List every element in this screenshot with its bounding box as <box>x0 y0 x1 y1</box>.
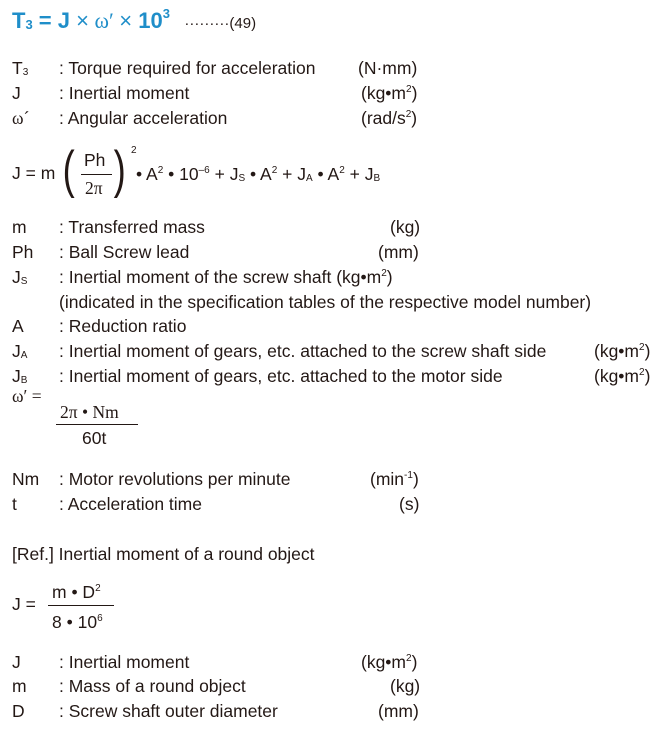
unit-label: (kg) <box>390 676 421 696</box>
symbol-j: J <box>12 83 21 103</box>
symbol-jb: $J_B$ <box>12 366 28 386</box>
reference-heading: [Ref.] Inertial moment of a round object <box>12 544 315 564</box>
unit-label: (s) <box>399 494 420 514</box>
left-paren: ( <box>62 141 75 199</box>
unit-label: $(kg•m^2)$ <box>594 341 651 361</box>
definition-label: : Angular acceleration <box>59 108 228 128</box>
definition-note: (indicated in the specification tables of the respective model number) <box>59 292 592 312</box>
symbol-ja: $J_A$ <box>12 341 28 361</box>
unit-label: (mm) <box>378 701 419 721</box>
equation-number: ·········(49) <box>184 15 257 32</box>
unit-label: (N·mm) <box>358 58 418 78</box>
right-paren: ) <box>113 141 126 199</box>
unit-label: $(\min^{-1})$ <box>370 469 419 489</box>
definition-label: : Transferred mass <box>59 217 205 237</box>
fraction-denominator: 2π <box>85 178 103 198</box>
definition-label: : Inertial moment <box>59 83 190 103</box>
symbol-m: m <box>12 676 27 696</box>
unit-label: $(kg•m^2)$ <box>361 652 418 672</box>
symbol-d: D <box>12 701 25 721</box>
symbol-t3: $T_3$ <box>12 58 29 78</box>
fraction-numerator: m • $D^2$ <box>52 582 101 602</box>
definition-label: : Inertial moment <box>59 652 190 672</box>
unit-label: $(kg•m^2)$ <box>594 366 651 386</box>
fraction-bar <box>81 174 112 175</box>
definition-label: : Acceleration time <box>59 494 202 514</box>
symbol-nm: Nm <box>12 469 40 489</box>
formula-rhs: • $A^2$ • $10^{-6} + J_S$ • $A^2 + J_A$ • $A^2 + J_B$ <box>136 164 381 184</box>
fraction-bar <box>56 424 138 425</box>
fraction-denominator: 60t <box>82 428 107 448</box>
unit-label: (mm) <box>378 242 419 262</box>
definition-label: : Inertial moment of gears, etc. attached to the motor side <box>59 366 503 386</box>
fraction-numerator: 2π • Nm <box>60 402 119 422</box>
definition-label: : Inertial moment of gears, etc. attached to the screw shaft side <box>59 341 547 361</box>
definition-label: : Mass of a round object <box>59 676 246 696</box>
formula-lhs: J = m <box>12 163 56 183</box>
symbol-omega: ω´ <box>12 108 30 128</box>
symbol-a: A <box>12 316 24 336</box>
definition-label: : Inertial moment of the screw shaft $(kg•m^2)$ <box>59 267 393 287</box>
fraction-denominator: 8 • $10^6$ <box>52 612 103 632</box>
unit-label: $(kg•m^2)$ <box>361 83 418 103</box>
fraction-numerator: Ph <box>84 150 106 170</box>
definition-label: : Screw shaft outer diameter <box>59 701 278 721</box>
definition-label: : Motor revolutions per minute <box>59 469 291 489</box>
main-formula: $T_3 = J \times \omega' \times 10^3 \cdot\cdot\cdot\cdot\cdot\cdot\cdot\cdot\cdot(49)$ <box>12 6 257 33</box>
formula-lhs: ω′ = <box>12 386 42 406</box>
symbol-j: J <box>12 652 21 672</box>
symbol-m: m <box>12 217 27 237</box>
definition-label: : Reduction ratio <box>59 316 187 336</box>
fraction-bar <box>48 605 114 606</box>
definition-label: : Torque required for acceleration <box>59 58 316 78</box>
symbol-ph: Ph <box>12 242 34 262</box>
exponent: 2 <box>131 145 137 156</box>
unit-label: (kg) <box>390 217 421 237</box>
definition-label: : Ball Screw lead <box>59 242 190 262</box>
symbol-js: $J_S$ <box>12 267 28 287</box>
symbol-t: t <box>12 494 17 514</box>
unit-label: $(rad/s^2)$ <box>361 108 418 128</box>
formula-lhs: J = <box>12 594 36 614</box>
